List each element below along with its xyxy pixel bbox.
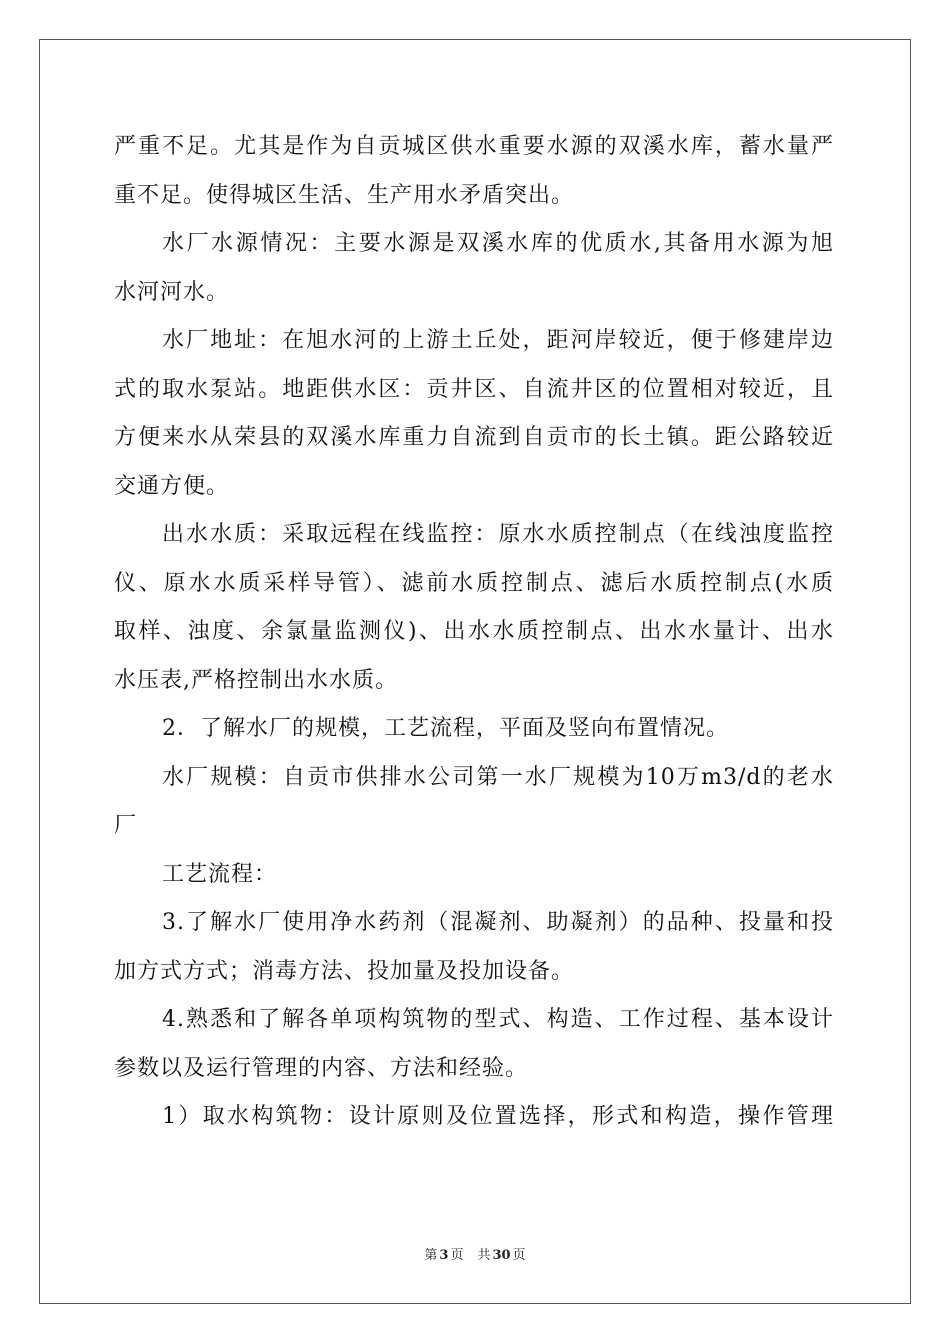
footer-total-unit: 页 — [512, 1248, 526, 1263]
document-body — [114, 123, 834, 1142]
text-line: 2．了解水厂的规模，工艺流程，平面及竖向布置情况。 — [162, 716, 729, 741]
text-line: 仪、原水水质采样导管）、滤前水质控制点、滤后水质控制点(水质 — [114, 570, 834, 596]
text-line: 出水水质：采取远程在线监控：原水水质控制点（在线浊度监控 — [162, 522, 834, 547]
text-line: 4.熟悉和了解各单项构筑物的型式、构造、工作过程、基本设计 — [162, 1007, 834, 1032]
text-line: 取样、浊度、余氯量监测仪)、出水水质控制点、出水水量计、出水 — [114, 619, 834, 644]
text-line: 严重不足。尤其是作为自贡城区供水重要水源的双溪水库，蓄水量严 — [114, 134, 834, 159]
text-line: 水厂地址：在旭水河的上游土丘处，距河岸较近，便于修建岸边 — [162, 328, 834, 353]
text-line: 厂 — [114, 813, 138, 838]
page-footer — [0, 1244, 950, 1263]
text-line: 加方式方式；消毒方法、投加量及投加设备。 — [114, 958, 575, 984]
text-line: 水压表,严格控制出水水质。 — [114, 667, 398, 693]
footer-total-prefix: 共 — [477, 1248, 491, 1263]
text-line: 式的取水泵站。地距供水区：贡井区、自流井区的位置相对较近，且 — [114, 376, 834, 402]
text-line: 交通方便。 — [114, 473, 230, 499]
footer-total-number: 30 — [492, 1248, 511, 1263]
text-line: 3.了解水厂使用净水药剂（混凝剂、助凝剂）的品种、投量和投 — [162, 910, 834, 935]
footer-page-unit: 页 — [450, 1248, 464, 1263]
text-line: 水厂水源情况：主要水源是双溪水库的优质水,其备用水源为旭 — [162, 231, 834, 256]
text-line: 水厂规模：自贡市供排水公司第一水厂规模为10万m3/d的老水 — [162, 764, 834, 790]
text-line: 方便来水从荣县的双溪水库重力自流到自贡市的长土镇。距公路较近 — [114, 425, 834, 450]
text-line: 参数以及运行管理的内容、方法和经验。 — [114, 1055, 529, 1081]
footer-page-number: 3 — [439, 1248, 449, 1263]
text-line: 1）取水构筑物：设计原则及位置选择，形式和构造，操作管理 — [162, 1104, 834, 1129]
text-line: 重不足。使得城区生活、生产用水矛盾突出。 — [114, 182, 575, 208]
text-line: 工艺流程： — [162, 861, 278, 887]
footer-page-prefix: 第 — [424, 1248, 438, 1263]
text-line: 水河河水。 — [114, 279, 230, 305]
